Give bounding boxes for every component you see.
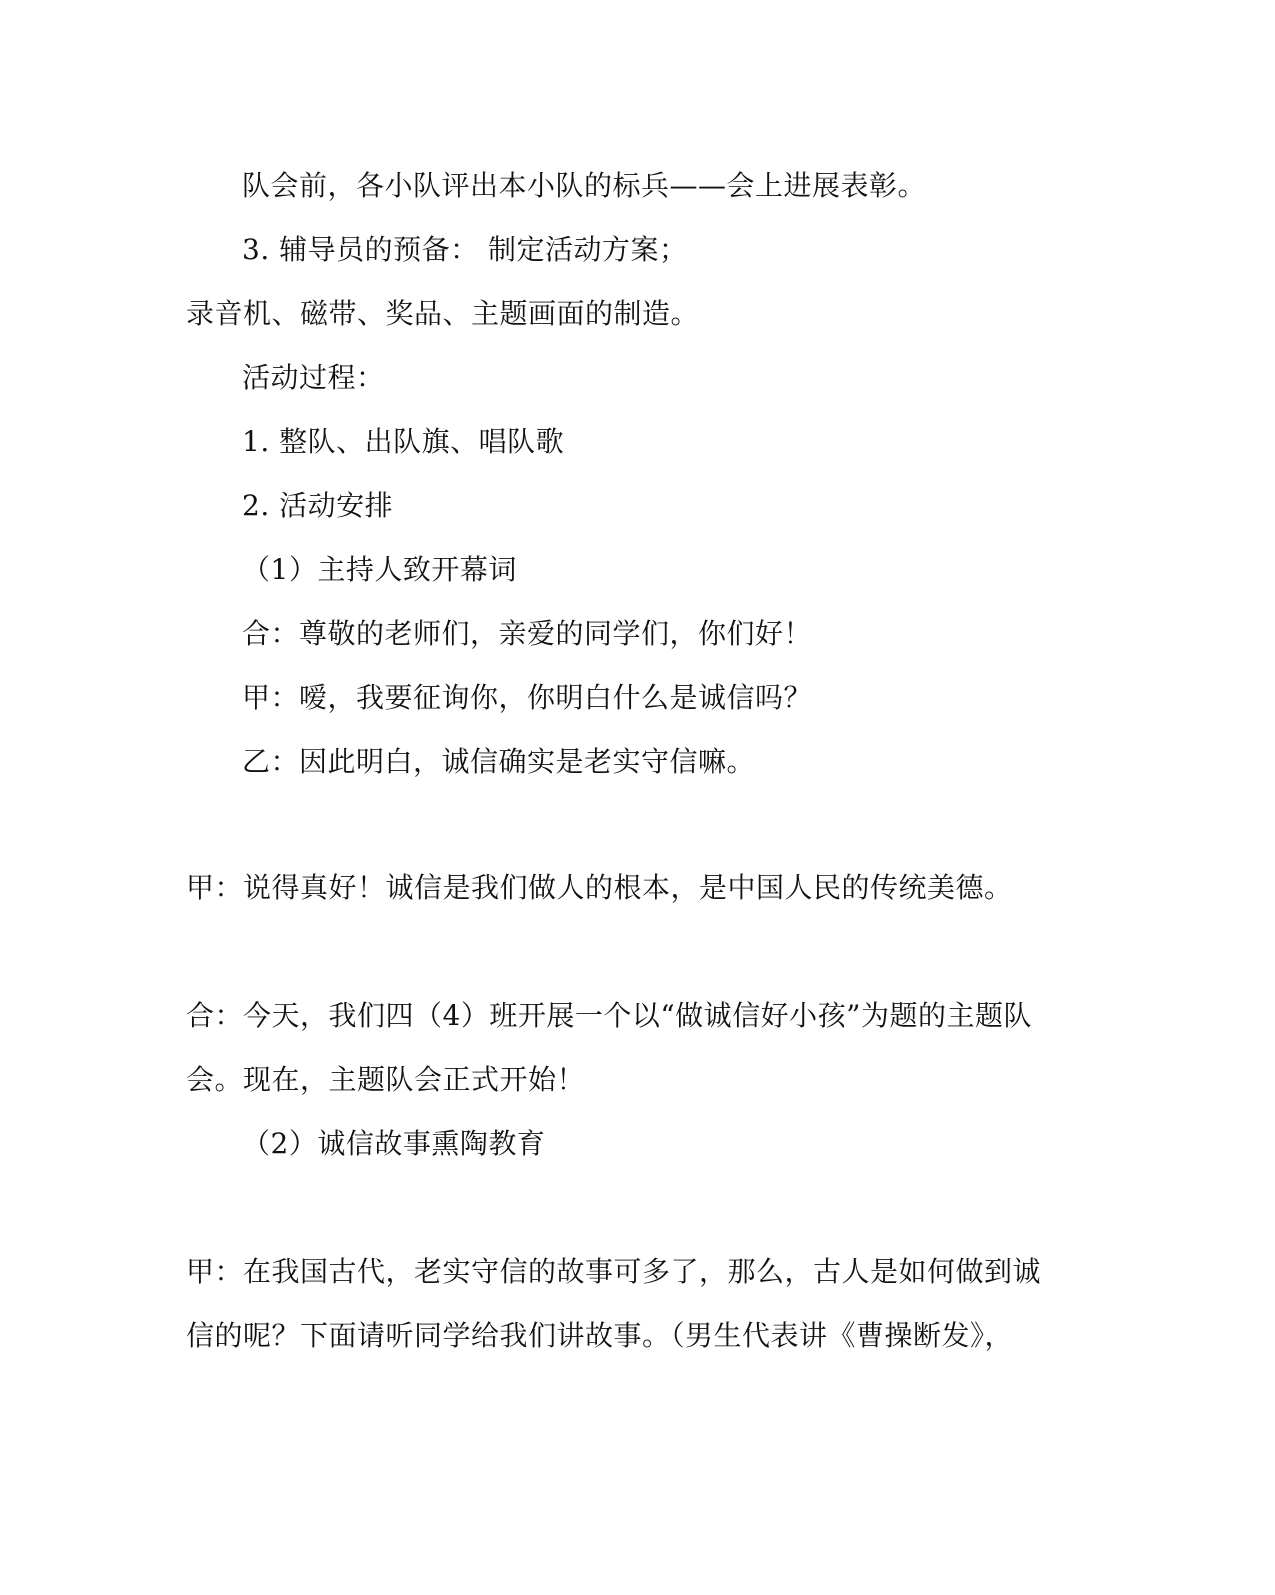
dialogue-together-announce-line2: 会。现在，主题队会正式开始！ <box>186 1063 586 1096</box>
dialogue-a-praise: 甲：说得真好！诚信是我们做人的根本，是中国人民的传统美德。 <box>186 871 1013 904</box>
dialogue-a-stories-line2: 信的呢？下面请听同学给我们讲故事。（男生代表讲《曹操断发》， <box>186 1319 1014 1352</box>
dialogue-together-greeting: 合：尊敬的老师们，亲爱的同学们，你们好！ <box>242 617 813 650</box>
paragraph-materials: 录音机、磁带、奖品、主题画面的制造。 <box>186 297 700 330</box>
paragraph-counselor-preparation: 3. 辅导员的预备： 制定活动方案； <box>242 233 688 266</box>
dialogue-a-stories-line1: 甲：在我国古代，老实守信的故事可多了，那么，古人是如何做到诚 <box>186 1255 1042 1288</box>
step-1-assembly: 1. 整队、出队旗、唱队歌 <box>242 425 565 458</box>
subsection-integrity-stories: （2）诚信故事熏陶教育 <box>242 1127 546 1160</box>
heading-activity-process: 活动过程： <box>242 361 385 394</box>
paragraph-preparation-squad: 队会前，各小队评出本小队的标兵——会上进展表彰。 <box>242 169 927 202</box>
step-2-arrangement: 2. 活动安排 <box>242 489 394 522</box>
subsection-opening-speech: （1）主持人致开幕词 <box>242 553 517 586</box>
dialogue-together-announce-line1: 合：今天，我们四（4）班开展一个以“做诚信好小孩”为题的主题队 <box>186 999 1032 1032</box>
dialogue-b-answer: 乙：因此明白，诚信确实是老实守信嘛。 <box>242 745 756 778</box>
dialogue-a-question: 甲：嗳，我要征询你，你明白什么是诚信吗？ <box>242 681 813 714</box>
